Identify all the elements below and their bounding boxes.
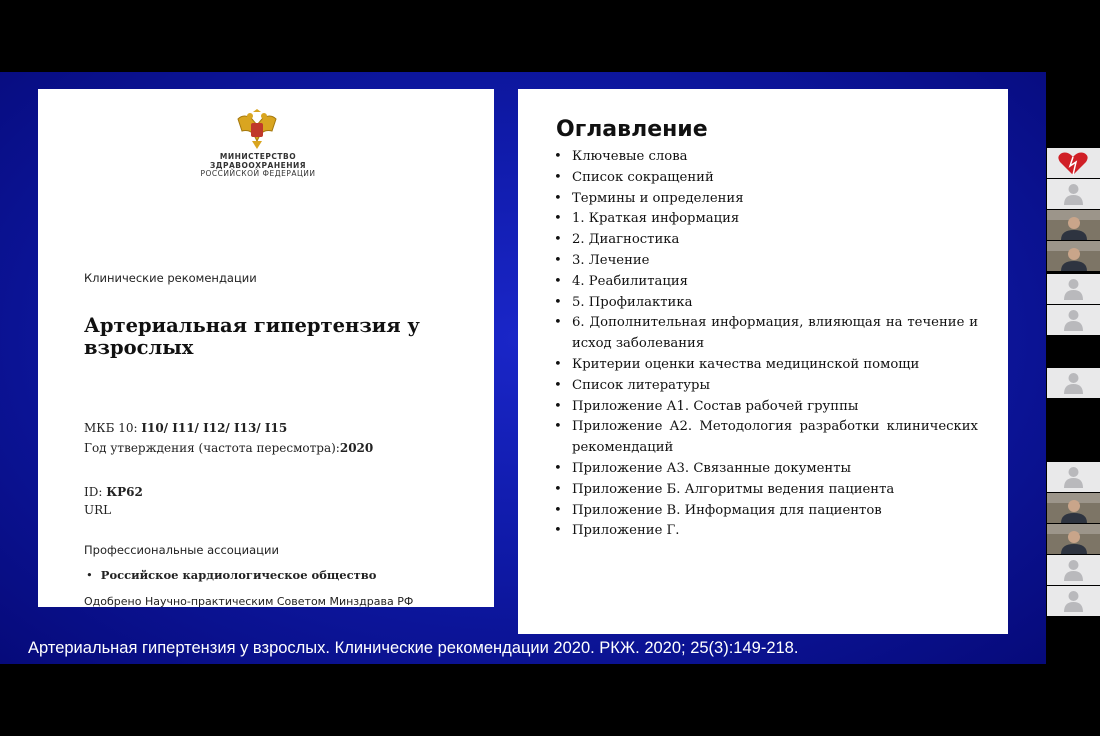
- participant-tile[interactable]: [1047, 586, 1100, 616]
- toc-item: • Приложение А2. Методология разработки клинических рекомендаций: [554, 417, 978, 459]
- document-id-label: ID:: [84, 485, 103, 499]
- toc-title: Оглавление: [556, 117, 708, 142]
- coat-of-arms-icon: [234, 109, 280, 151]
- user-avatar-icon: [1064, 309, 1083, 331]
- user-avatar-icon: [1064, 559, 1083, 581]
- document-type: Клинические рекомендации: [84, 271, 257, 285]
- toc-item: • Приложение Б. Алгоритмы ведения пациента: [554, 480, 978, 501]
- icd-codes: [84, 421, 287, 435]
- toc-item: • Список сокращений: [554, 168, 978, 189]
- participant-tile[interactable]: [1047, 274, 1100, 304]
- toc-item: • Термины и определения: [554, 189, 978, 210]
- url-label: URL: [84, 503, 112, 517]
- document-id-value: КР62: [106, 485, 143, 499]
- document-id: [84, 485, 143, 499]
- participant-video-icon: [1047, 241, 1100, 271]
- participant-video-tile[interactable]: [1047, 241, 1100, 271]
- participant-tile[interactable]: [1047, 462, 1100, 492]
- toc-item: • 4. Реабилитация: [554, 272, 978, 293]
- participant-video-tile[interactable]: [1047, 493, 1100, 523]
- guideline-cover-page: [38, 89, 494, 607]
- document-title: Артериальная гипертензия у взрослых: [84, 314, 420, 359]
- icd-values: I10/ I11/ I12/ I13/ I15: [141, 421, 288, 435]
- participant-video-icon: [1047, 493, 1100, 523]
- user-avatar-icon: [1064, 372, 1083, 394]
- table-of-contents-page: [518, 89, 1008, 634]
- participant-video-tile[interactable]: [1047, 210, 1100, 240]
- participant-video-icon: [1047, 210, 1100, 240]
- toc-list: [554, 147, 978, 542]
- toc-item: • Приложение А3. Связанные документы: [554, 459, 978, 480]
- participant-tile[interactable]: [1047, 305, 1100, 335]
- toc-item: • Критерии оценки качества медицинской помощи: [554, 355, 978, 376]
- ministry-line: ЗДРАВООХРАНЕНИЯ: [209, 160, 307, 170]
- approval-note: Одобрено Научно-практическим Советом Минздрава РФ: [84, 595, 414, 608]
- participant-tile-logo[interactable]: [1047, 148, 1100, 178]
- approval-year: [84, 441, 373, 455]
- toc-item: • Список литературы: [554, 376, 978, 397]
- participant-video-icon: [1047, 524, 1100, 554]
- association-item: • Российское кардиологическое общество: [86, 568, 376, 582]
- toc-item: • Приложение Г.: [554, 521, 978, 542]
- toc-item: • 2. Диагностика: [554, 230, 978, 251]
- toc-item: • Ключевые слова: [554, 147, 978, 168]
- user-avatar-icon: [1064, 183, 1083, 205]
- toc-item: • 6. Дополнительная информация, влияющая на течение и исход заболевания: [554, 313, 978, 355]
- ministry-line: МИНИСТЕРСТВО: [219, 152, 297, 161]
- toc-item: • 5. Профилактика: [554, 293, 978, 314]
- heart-logo-icon: [1047, 148, 1100, 178]
- participant-tile[interactable]: [1047, 555, 1100, 585]
- participant-tile[interactable]: [1047, 368, 1100, 398]
- user-avatar-icon: [1064, 590, 1083, 612]
- participant-video-tile[interactable]: [1047, 524, 1100, 554]
- toc-item: • Приложение А1. Состав рабочей группы: [554, 397, 978, 418]
- ministry-line: РОССИЙСКОЙ ФЕДЕРАЦИИ: [200, 169, 316, 178]
- associations-label: Профессиональные ассоциации: [84, 543, 279, 557]
- icd-label: МКБ 10:: [84, 421, 138, 435]
- presentation-slide: [0, 72, 1046, 664]
- approval-year-value: 2020: [339, 441, 374, 455]
- user-avatar-icon: [1064, 466, 1083, 488]
- toc-item: • 1. Краткая информация: [554, 209, 978, 230]
- toc-item: • Приложение В. Информация для пациентов: [554, 501, 978, 522]
- toc-item: • 3. Лечение: [554, 251, 978, 272]
- approval-year-label: Год утверждения (частота пересмотра):: [84, 441, 340, 455]
- ministry-label: [158, 153, 358, 179]
- participant-tile[interactable]: [1047, 179, 1100, 209]
- slide-caption: Артериальная гипертензия у взрослых. Клинические рекомендации 2020. РКЖ. 2020; 25(3):149-218.: [28, 639, 799, 657]
- user-avatar-icon: [1064, 278, 1083, 300]
